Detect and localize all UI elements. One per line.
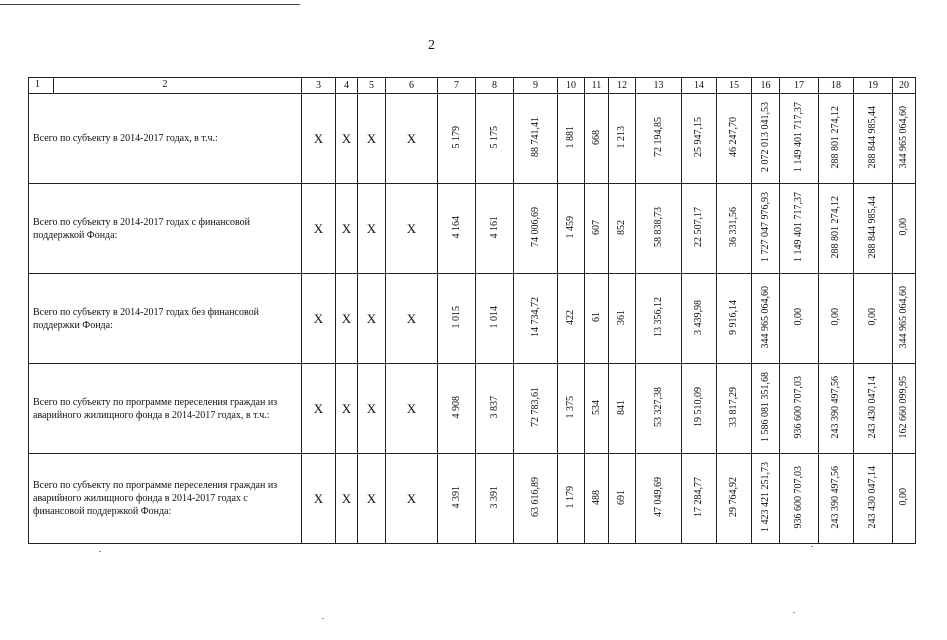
table-cell xyxy=(752,184,780,274)
cell-value: 1 586 081 351,68 xyxy=(759,372,771,442)
cell-value: 361 xyxy=(616,309,627,325)
table-row xyxy=(29,94,947,184)
cell-value: 4 391 xyxy=(450,485,462,509)
table-cell xyxy=(717,184,752,274)
table-cell xyxy=(752,364,780,454)
table-cell xyxy=(336,274,358,364)
header-cell: 15 xyxy=(717,78,752,94)
table-cell xyxy=(752,274,780,364)
header-cell: 12 xyxy=(609,78,636,94)
table-cell xyxy=(476,94,514,184)
table-cell xyxy=(819,454,854,544)
cell-value: 1 213 xyxy=(616,125,627,149)
cell-value: X xyxy=(406,490,417,506)
cell-value: 288 844 985,44 xyxy=(867,195,878,259)
row-label: Всего по субъекту в 2014-2017 годах, в т.ч.: xyxy=(29,94,302,184)
table-row xyxy=(29,454,947,544)
table-cell xyxy=(585,454,609,544)
cell-value: 4 908 xyxy=(450,395,462,419)
cell-value: 22 507,17 xyxy=(693,207,704,247)
cell-value: 4 161 xyxy=(488,215,500,239)
cell-value: X xyxy=(366,490,377,506)
cell-value: X xyxy=(341,490,352,506)
table-cell xyxy=(358,184,386,274)
cell-value: 3 391 xyxy=(488,485,500,509)
cell-value: 17 284,77 xyxy=(693,477,704,517)
header-label: 1 xyxy=(35,79,40,90)
table-cell xyxy=(893,184,916,274)
table-cell xyxy=(336,364,358,454)
cell-value: 1 179 xyxy=(565,485,576,509)
header-cell: 20 xyxy=(893,78,916,94)
table-cell xyxy=(682,94,717,184)
table-cell xyxy=(636,184,682,274)
cell-value: X xyxy=(366,310,377,326)
row-label: Всего по субъекту по программе переселения граждан из аварийного жилищного фонда в 2014-2017 годах, в т.ч.: xyxy=(29,364,302,454)
header-cell: 13 xyxy=(636,78,682,94)
cell-value: 243 390 497,56 xyxy=(830,375,841,439)
table-cell xyxy=(682,454,717,544)
table-cell xyxy=(854,184,893,274)
cell-value: 72 194,85 xyxy=(652,117,664,157)
cell-value: X xyxy=(366,220,377,236)
cell-value: X xyxy=(341,310,352,326)
table-cell xyxy=(893,274,916,364)
table-cell xyxy=(514,184,558,274)
table-cell xyxy=(893,364,916,454)
cell-value: X xyxy=(366,130,377,146)
table-cell xyxy=(780,454,819,544)
cell-value: X xyxy=(341,130,352,146)
header-cell: 8 xyxy=(476,78,514,94)
table-cell xyxy=(609,184,636,274)
table-cell xyxy=(386,454,438,544)
header-cell: 16 xyxy=(752,78,780,94)
table-cell xyxy=(358,454,386,544)
cell-value: 47 049,69 xyxy=(652,477,664,517)
cell-value: 88 741,41 xyxy=(529,117,541,157)
header-cell xyxy=(29,78,302,94)
table-cell xyxy=(609,94,636,184)
table-cell xyxy=(636,94,682,184)
cell-value: X xyxy=(313,130,324,146)
table-row xyxy=(29,364,947,454)
table-cell xyxy=(819,274,854,364)
cell-value: 5 175 xyxy=(488,125,500,149)
row-label: Всего по субъекту в 2014-2017 годах без финансовой поддержки Фонда: xyxy=(29,274,302,364)
cell-value: 46 247,70 xyxy=(728,117,739,157)
table-cell xyxy=(752,94,780,184)
table-row xyxy=(29,274,947,364)
table-cell xyxy=(302,274,336,364)
row-label: Всего по субъекту в 2014-2017 годах с финансовой поддержкой Фонда: xyxy=(29,184,302,274)
table-cell xyxy=(780,364,819,454)
table-cell xyxy=(893,454,916,544)
cell-value: 288 844 985,44 xyxy=(867,105,878,169)
table-cell xyxy=(558,184,585,274)
table-cell xyxy=(558,454,585,544)
table-cell xyxy=(893,94,916,184)
table-cell xyxy=(302,364,336,454)
header-cell: 18 xyxy=(819,78,854,94)
cell-value: 0,00 xyxy=(867,308,878,326)
cell-value: 29 764,92 xyxy=(728,477,739,517)
cell-value: X xyxy=(366,400,377,416)
table-cell xyxy=(514,364,558,454)
cell-value: 422 xyxy=(565,309,576,325)
cell-value: 841 xyxy=(616,399,627,415)
table-cell xyxy=(585,184,609,274)
cell-value: 1 149 401 717,37 xyxy=(793,102,804,172)
table-cell xyxy=(717,94,752,184)
header-cell: 4 xyxy=(336,78,358,94)
table-cell xyxy=(336,94,358,184)
cell-value: X xyxy=(313,310,324,326)
table-cell xyxy=(752,454,780,544)
table-cell xyxy=(302,184,336,274)
cell-value: 3 837 xyxy=(488,395,500,419)
cell-value: 1 727 047 976,93 xyxy=(759,192,771,262)
header-row xyxy=(29,78,947,94)
cell-value: X xyxy=(313,220,324,236)
table-cell xyxy=(558,364,585,454)
table-cell xyxy=(609,364,636,454)
table-cell xyxy=(438,94,476,184)
cell-value: 25 947,15 xyxy=(693,117,704,157)
header-cell: 3 xyxy=(302,78,336,94)
table-cell xyxy=(609,454,636,544)
cell-value: X xyxy=(313,490,324,506)
table-cell xyxy=(336,454,358,544)
cell-value: 288 801 274,12 xyxy=(830,105,841,169)
cell-value: 4 164 xyxy=(450,215,462,239)
cell-value: X xyxy=(341,220,352,236)
table-cell xyxy=(438,184,476,274)
cell-value: 0,00 xyxy=(898,218,909,236)
table-cell xyxy=(476,364,514,454)
table-cell xyxy=(780,94,819,184)
table-cell xyxy=(514,454,558,544)
cell-value: 668 xyxy=(590,129,602,145)
cell-value: 0,00 xyxy=(830,308,841,326)
cell-value: X xyxy=(341,400,352,416)
cell-value: 1 149 401 717,37 xyxy=(793,192,804,262)
header-cell: 9 xyxy=(514,78,558,94)
cell-value: 607 xyxy=(590,219,602,235)
table-cell xyxy=(558,94,585,184)
cell-value: 61 xyxy=(590,312,602,322)
cell-value: 344 965 064,60 xyxy=(759,285,771,349)
cell-value: 9 916,14 xyxy=(728,299,739,335)
cell-value: 852 xyxy=(616,219,627,235)
row-label: Всего по субъекту по программе переселения граждан из аварийного жилищного фонда в 2014-2017 годах с финансовой поддержкой Фонда: xyxy=(29,454,302,544)
table-cell xyxy=(854,274,893,364)
cell-value: 1 423 421 251,73 xyxy=(759,462,771,532)
table-cell xyxy=(358,364,386,454)
table-cell xyxy=(636,274,682,364)
table-cell xyxy=(358,94,386,184)
table-cell xyxy=(336,184,358,274)
table-cell xyxy=(636,364,682,454)
cell-value: 1 015 xyxy=(450,305,462,329)
header-cell: 17 xyxy=(780,78,819,94)
cell-value: 13 356,12 xyxy=(652,297,664,337)
header-label: 2 xyxy=(162,79,168,90)
table-cell xyxy=(780,184,819,274)
table-cell xyxy=(514,94,558,184)
top-rule xyxy=(0,4,300,5)
table-cell xyxy=(358,274,386,364)
cell-value: X xyxy=(313,400,324,416)
table-cell xyxy=(819,94,854,184)
header-cell: 7 xyxy=(438,78,476,94)
cell-value: 0,00 xyxy=(898,488,909,506)
cell-value: X xyxy=(406,400,417,416)
table-cell xyxy=(386,274,438,364)
table-cell xyxy=(717,364,752,454)
cell-value: 1 459 xyxy=(565,215,576,239)
cell-value: 5 179 xyxy=(450,125,462,149)
header-cell: 11 xyxy=(585,78,609,94)
table-cell xyxy=(854,364,893,454)
cell-value: 1 881 xyxy=(565,125,576,149)
table-cell xyxy=(476,274,514,364)
cell-value: 36 331,56 xyxy=(728,207,739,247)
cell-value: 243 430 047,14 xyxy=(867,375,878,439)
cell-value: 936 600 707,03 xyxy=(793,375,804,439)
table-cell xyxy=(682,184,717,274)
cell-value: 53 327,38 xyxy=(652,387,664,427)
table-cell xyxy=(514,274,558,364)
cell-value: X xyxy=(406,310,417,326)
cell-value: X xyxy=(406,130,417,146)
table-cell xyxy=(302,454,336,544)
table-cell xyxy=(854,94,893,184)
table-cell xyxy=(585,364,609,454)
cell-value: 74 006,69 xyxy=(529,207,541,247)
table-cell xyxy=(854,454,893,544)
cell-value: 2 072 013 041,53 xyxy=(759,102,771,172)
cell-value: 691 xyxy=(616,489,627,505)
cell-value: 14 734,72 xyxy=(529,297,541,337)
table-cell xyxy=(438,454,476,544)
table-cell xyxy=(636,454,682,544)
cell-value: 344 965 064,60 xyxy=(898,105,909,169)
cell-value: 33 817,29 xyxy=(728,387,739,427)
cell-value: 288 801 274,12 xyxy=(830,195,841,259)
table-cell xyxy=(609,274,636,364)
cell-value: 534 xyxy=(590,399,602,415)
page-number: 2 xyxy=(428,38,435,53)
header-cell: 14 xyxy=(682,78,717,94)
cell-value: 0,00 xyxy=(793,308,804,326)
table-cell xyxy=(386,94,438,184)
cell-value: 344 965 064,60 xyxy=(898,285,909,349)
table-cell xyxy=(476,184,514,274)
table-cell xyxy=(438,364,476,454)
table-cell xyxy=(386,184,438,274)
table-cell xyxy=(386,364,438,454)
data-table xyxy=(28,77,947,544)
cell-value: 243 430 047,14 xyxy=(867,465,878,529)
table-cell xyxy=(302,94,336,184)
table-cell xyxy=(717,454,752,544)
table-cell xyxy=(585,274,609,364)
cell-value: 63 616,89 xyxy=(529,477,541,517)
cell-value: 162 660 099,95 xyxy=(898,375,909,439)
header-cell: 19 xyxy=(854,78,893,94)
cell-value: 19 510,09 xyxy=(693,387,704,427)
cell-value: 936 600 707,03 xyxy=(793,465,804,529)
table-cell xyxy=(682,364,717,454)
cell-value: 1 014 xyxy=(488,305,500,329)
table-row xyxy=(29,184,947,274)
cell-value: 3 439,98 xyxy=(693,299,704,335)
table-cell xyxy=(585,94,609,184)
cell-value: 72 783,61 xyxy=(529,387,541,427)
header-cell: 6 xyxy=(386,78,438,94)
table-cell xyxy=(780,274,819,364)
table-cell xyxy=(476,454,514,544)
cell-value: X xyxy=(406,220,417,236)
table-cell xyxy=(438,274,476,364)
cell-value: 488 xyxy=(590,489,602,505)
header-cell: 5 xyxy=(358,78,386,94)
header-cell: 10 xyxy=(558,78,585,94)
table-cell xyxy=(819,364,854,454)
table-cell xyxy=(682,274,717,364)
cell-value: 58 838,73 xyxy=(652,207,664,247)
table-cell xyxy=(819,184,854,274)
cell-value: 1 375 xyxy=(565,395,576,419)
table-cell xyxy=(558,274,585,364)
cell-value: 243 390 497,56 xyxy=(830,465,841,529)
table-cell xyxy=(717,274,752,364)
